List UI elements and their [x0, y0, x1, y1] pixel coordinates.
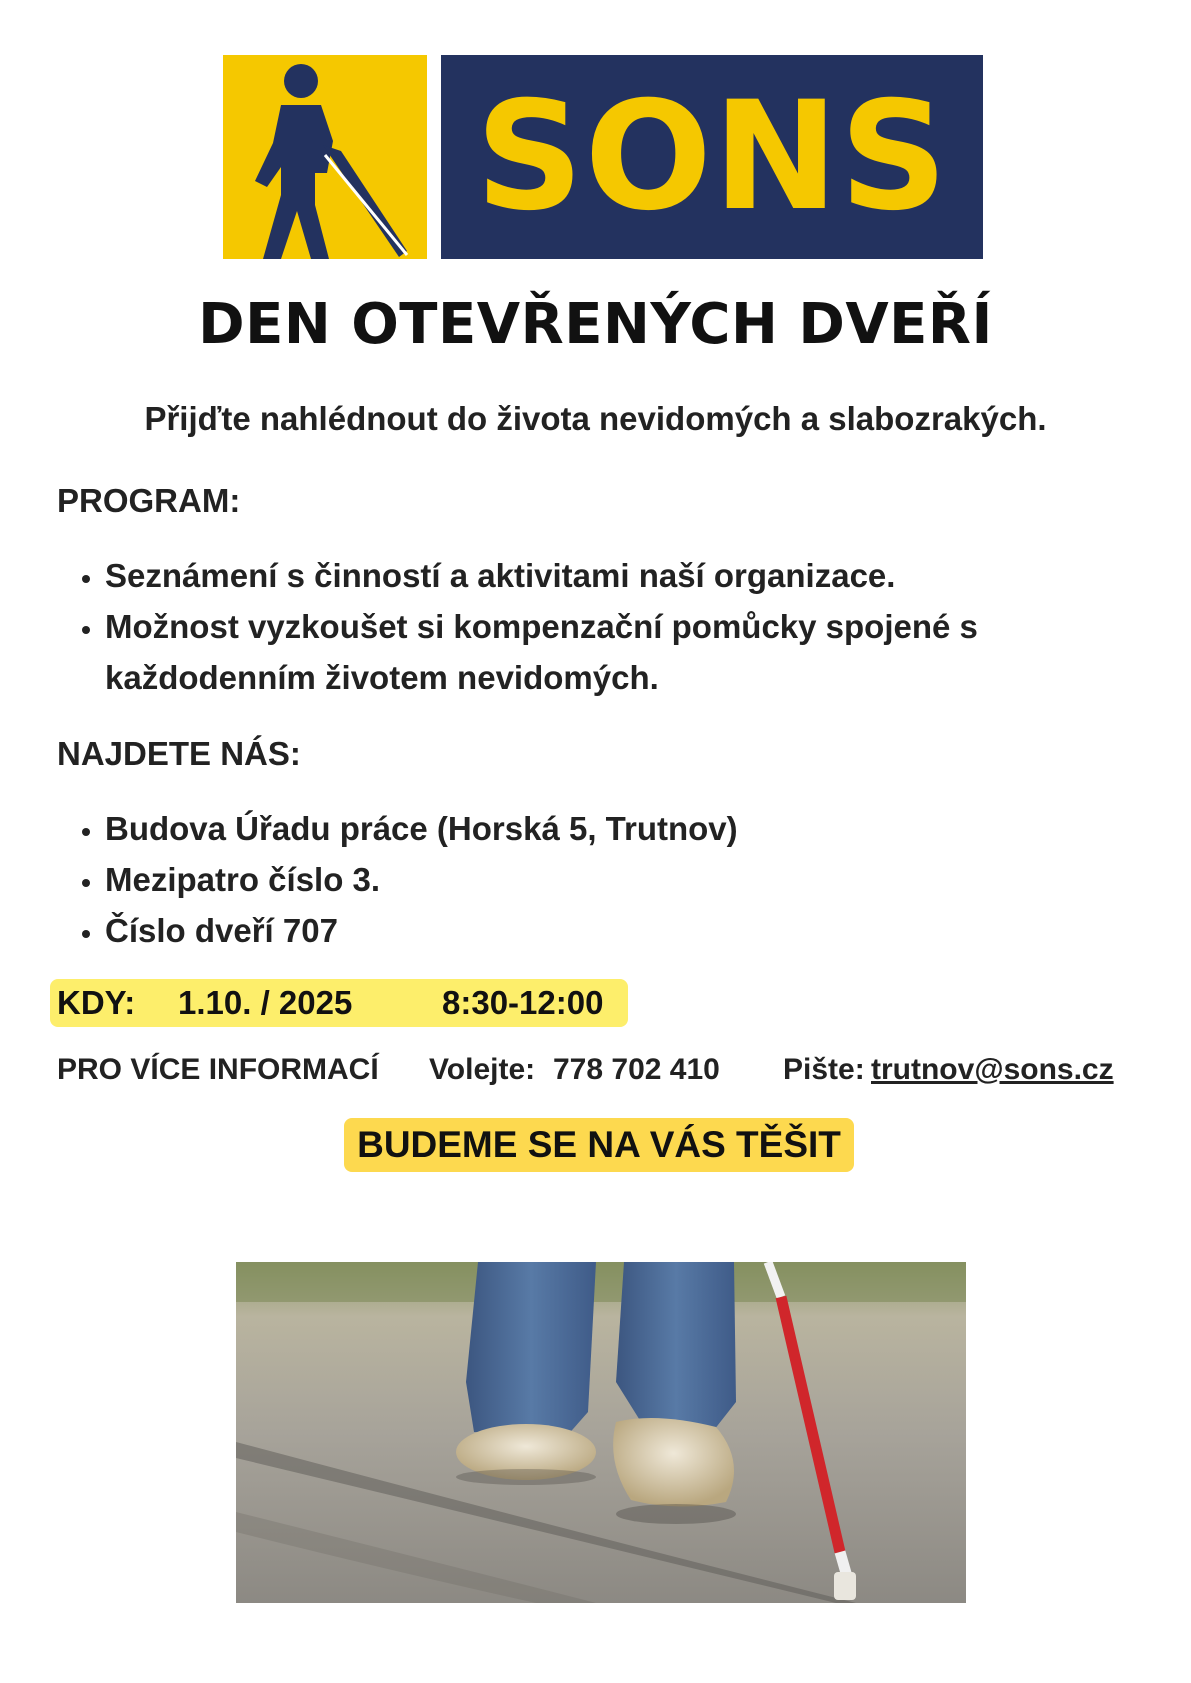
event-date: 1.10. / 2025 — [178, 984, 353, 1021]
page-title: DEN OTEVŘENÝCH DVEŘÍ — [198, 292, 993, 357]
subtitle: Přijďte nahlédnout do života nevidomých a slabozrakých. — [144, 400, 1047, 437]
sons-logo — [223, 55, 983, 259]
list-item: • Seznámení s činností a aktivitami naší organizace. — [105, 550, 1155, 601]
email-link[interactable]: trutnov@sons.cz — [871, 1053, 1114, 1086]
blind-person-with-cane-icon — [223, 55, 427, 259]
contact-label: PRO VÍCE INFORMACÍ — [57, 1053, 379, 1086]
closing-banner: BUDEME SE NA VÁS TĚŠIT — [344, 1118, 854, 1172]
contact-line — [57, 1053, 1147, 1098]
event-date-highlight — [50, 979, 628, 1027]
list-item: • Budova Úřadu práce (Horská 5, Trutnov) — [105, 803, 1155, 854]
phone-number[interactable]: 778 702 410 — [553, 1053, 720, 1086]
feet-and-white-cane-photo — [236, 1262, 966, 1603]
list-item: • Možnost vyzkoušet si kompenzační pomůcky spojené s každodenním životem nevidomých. — [105, 601, 1155, 703]
logo-text: SONS — [475, 70, 949, 244]
program-list — [57, 550, 1155, 703]
logo-figure-panel — [223, 55, 427, 259]
list-item: • Číslo dveří 707 — [105, 905, 1155, 956]
email-label: Pište: — [783, 1053, 865, 1086]
location-list — [57, 803, 1155, 956]
list-item: • Mezipatro číslo 3. — [105, 854, 1155, 905]
logo-wordmark — [441, 55, 983, 259]
when-label: KDY: — [57, 984, 136, 1021]
location-heading: NAJDETE NÁS: — [57, 735, 301, 772]
program-heading: PROGRAM: — [57, 482, 241, 519]
event-time: 8:30-12:00 — [442, 984, 604, 1021]
phone-label: Volejte: — [429, 1053, 536, 1086]
